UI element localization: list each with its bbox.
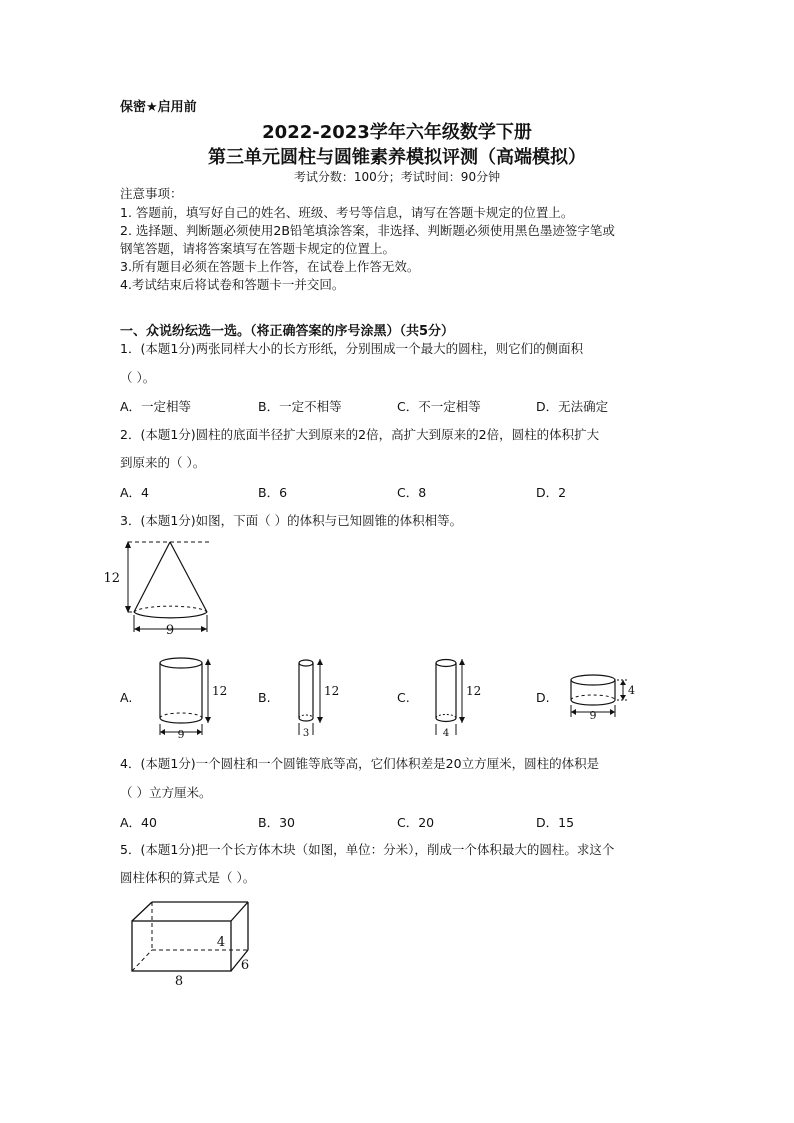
q1-option-d[interactable]: D．无法确定 <box>536 399 609 414</box>
q4-option-a[interactable]: A．40 <box>120 815 157 830</box>
question-2-blank: 到原来的（ ）。 <box>120 455 206 470</box>
notice-item: 1. 答题前，填写好自己的姓名、班级、考号等信息，请写在答题卡规定的位置上。 <box>120 205 574 220</box>
cone-figure <box>103 535 230 640</box>
q3-option-d[interactable]: D. <box>536 690 550 705</box>
q2-option-a[interactable]: A．4 <box>120 485 150 500</box>
cylinder-b-base-label: 3 <box>302 728 310 739</box>
q2-option-d[interactable]: D．2 <box>536 485 567 500</box>
q1-option-c[interactable]: C．不一定相等 <box>397 399 481 414</box>
q3-option-c[interactable]: C. <box>397 690 410 705</box>
confidential-label: 保密★启用前 <box>120 100 197 115</box>
cylinder-d-base-label: 9 <box>589 709 597 722</box>
q1-option-b[interactable]: B．一定不相等 <box>258 399 342 414</box>
cuboid-figure <box>125 895 265 990</box>
cuboid-length-label: 8 <box>174 974 184 989</box>
question-1-blank: （ ）。 <box>120 370 156 385</box>
cylinder-a-height-label: 12 <box>212 684 228 698</box>
question-5-text: 5．(本题1分)把一个长方体木块（如图，单位：分米），削成一个体积最大的圆柱。求这个 <box>120 842 615 857</box>
q4-option-c[interactable]: C．20 <box>397 815 435 830</box>
cylinder-d-height-label: 4 <box>628 684 635 697</box>
cylinder-c-height-label: 12 <box>466 684 482 698</box>
q3-option-a[interactable]: A. <box>120 690 133 705</box>
cone-diameter-label: 9 <box>165 623 175 638</box>
page-subtitle: 第三单元圆柱与圆锥素养模拟评测（高端模拟） <box>208 147 586 168</box>
q4-option-d[interactable]: D．15 <box>536 815 575 830</box>
cylinder-b-figure <box>294 655 344 740</box>
cylinder-c-base-label: 4 <box>442 728 450 739</box>
q1-option-a[interactable]: A．一定相等 <box>120 399 192 414</box>
cuboid-height-label: 4 <box>216 935 226 950</box>
notice-item: 钢笔答题，请将答案填写在答题卡规定的位置上。 <box>120 241 396 256</box>
question-3-text: 3．(本题1分)如图，下面（ ）的体积与已知圆锥的体积相等。 <box>120 513 463 528</box>
question-1-text: 1．(本题1分)两张同样大小的长方形纸，分别围成一个最大的圆柱，则它们的侧面积 <box>120 341 584 356</box>
exam-info: 考试分数：100分；考试时间：90分钟 <box>293 170 501 184</box>
q2-option-c[interactable]: C．8 <box>397 485 427 500</box>
q4-option-b[interactable]: B．30 <box>258 815 295 830</box>
cylinder-d-figure <box>565 672 645 722</box>
page-title: 2022-2023学年六年级数学下册 <box>262 122 532 143</box>
question-4-blank: （ ）立方厘米。 <box>120 785 212 800</box>
question-4-text: 4．(本题1分)一个圆柱和一个圆锥等底等高，它们体积差是20立方厘米，圆柱的体积是 <box>120 756 600 771</box>
notice-heading: 注意事项： <box>120 186 183 201</box>
notice-item: 3.所有题目必须在答题卡上作答，在试卷上作答无效。 <box>120 259 420 274</box>
cylinder-c-figure <box>431 655 486 740</box>
cylinder-b-height-label: 12 <box>324 684 340 698</box>
question-2-text: 2．(本题1分)圆柱的底面半径扩大到原来的2倍，高扩大到原来的2倍，圆柱的体积扩大 <box>120 427 600 442</box>
notice-item: 4.考试结束后将试卷和答题卡一并交回。 <box>120 277 345 292</box>
cylinder-a-figure <box>155 655 228 741</box>
q2-option-b[interactable]: B．6 <box>258 485 288 500</box>
question-5-blank: 圆柱体积的算式是（ ）。 <box>120 870 256 885</box>
notice-item: 2. 选择题、判断题必须使用2B铅笔填涂答案，非选择、判断题必须使用黑色墨迹签字笔或 <box>120 223 615 238</box>
cylinder-a-base-label: 9 <box>177 728 185 741</box>
cone-height-label: 12 <box>103 571 120 586</box>
section-title: 一、众说纷纭选一选。（将正确答案的序号涂黑）（共5分） <box>120 324 455 339</box>
q3-option-b[interactable]: B. <box>258 690 271 705</box>
cuboid-width-label: 6 <box>240 958 250 973</box>
